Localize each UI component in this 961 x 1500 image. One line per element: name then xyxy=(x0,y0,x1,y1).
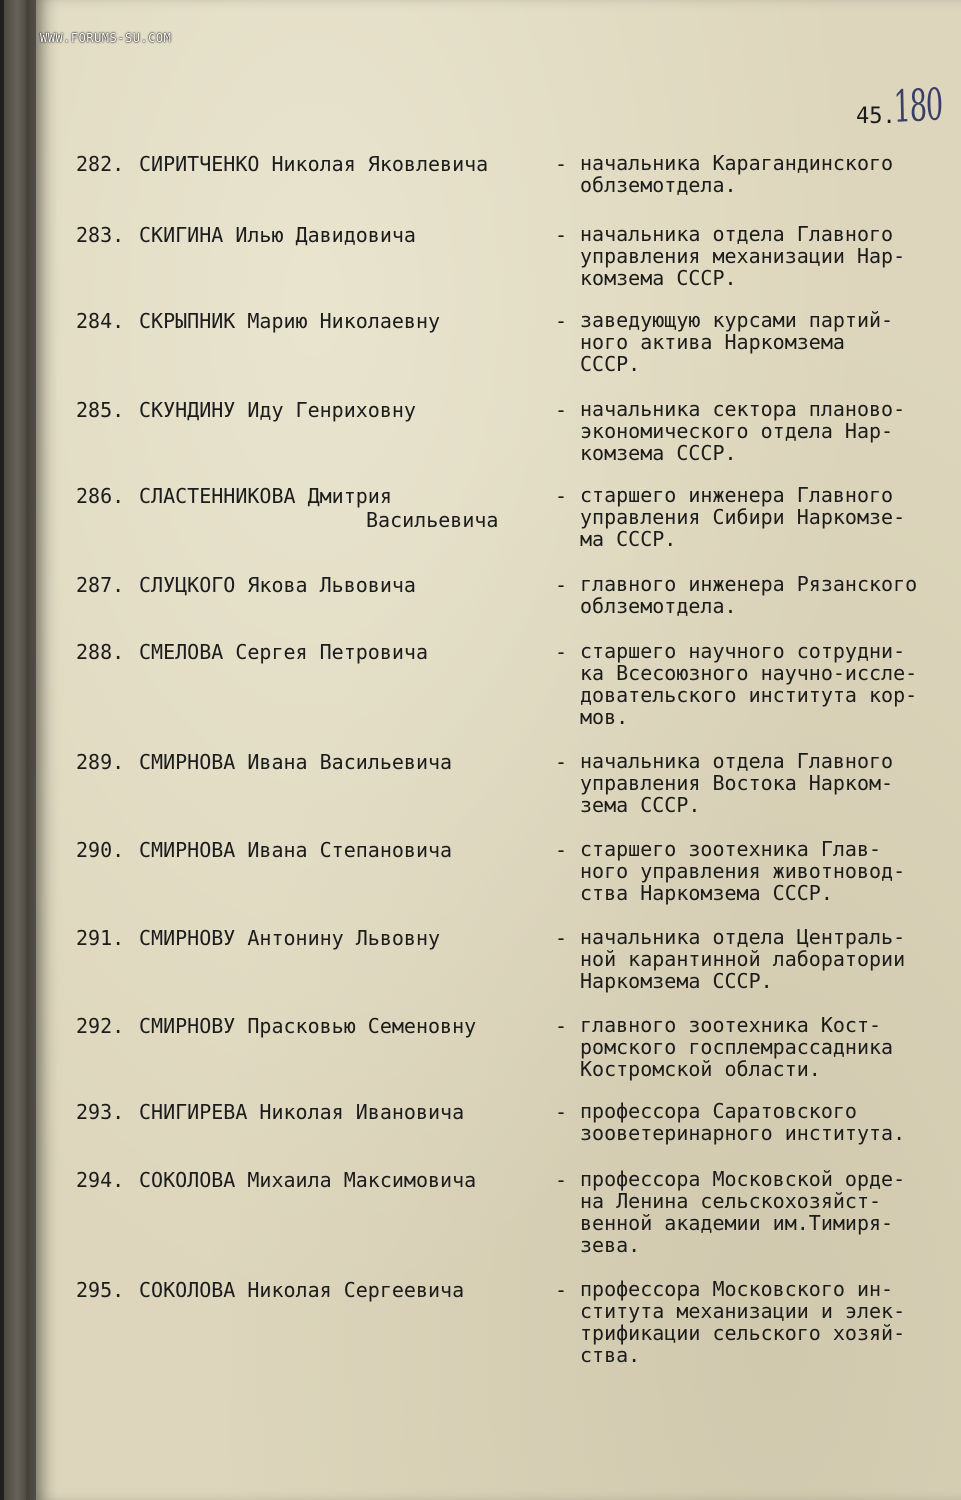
entry-number: 294. xyxy=(76,1168,125,1192)
person-name: СМЕЛОВА Сергея Петровича xyxy=(139,640,428,664)
position-line: управления Сибири Наркомзе- xyxy=(580,505,906,529)
position-line: СССР. xyxy=(580,352,641,376)
position-line: комзема СССР. xyxy=(580,266,737,290)
position-line: начальника отдела Централь- xyxy=(580,925,906,949)
position-description xyxy=(580,926,952,992)
separator-dash: - xyxy=(555,152,568,176)
person-name: СКИГИНА Илью Давидовича xyxy=(139,223,416,247)
position-line: начальника Карагандинского xyxy=(580,151,894,175)
entry-number: 293. xyxy=(76,1100,125,1124)
separator-dash: - xyxy=(555,838,568,862)
position-line: венной академии им.Тимиря- xyxy=(580,1211,894,1235)
separator-dash: - xyxy=(555,398,568,422)
entry-number: 288. xyxy=(76,640,125,664)
separator-dash: - xyxy=(555,640,568,664)
position-line: ма СССР. xyxy=(580,527,677,551)
entry-number: 292. xyxy=(76,1014,125,1038)
handwritten-folio-number: 180 xyxy=(893,79,943,133)
site-watermark: WWW.FORUMS-SU.COM xyxy=(40,31,172,45)
separator-dash: - xyxy=(555,484,568,508)
position-description xyxy=(580,309,952,375)
position-line: заведующую курсами партий- xyxy=(580,308,894,332)
position-line: на Ленина сельскохозяйст- xyxy=(580,1189,882,1213)
separator-dash: - xyxy=(555,309,568,333)
position-line: старшего научного сотрудни- xyxy=(580,639,906,663)
position-description xyxy=(580,640,952,728)
position-line: Костромской области. xyxy=(580,1057,821,1081)
page-number: 45. xyxy=(856,104,896,129)
person-name: СКУНДИНУ Иду Генриховну xyxy=(139,398,416,422)
position-line: мов. xyxy=(580,705,629,729)
position-description xyxy=(580,1100,952,1144)
person-name: СМИРНОВА Ивана Степановича xyxy=(139,838,453,862)
person-name: СМИРНОВУ Прасковью Семеновну xyxy=(139,1014,477,1038)
separator-dash: - xyxy=(555,1100,568,1124)
book-binding xyxy=(0,0,40,1500)
position-line: довательского института кор- xyxy=(580,683,918,707)
position-description xyxy=(580,1278,952,1366)
position-line: управления Востока Нарком- xyxy=(580,771,894,795)
entry-number: 282. xyxy=(76,152,125,176)
separator-dash: - xyxy=(555,1168,568,1192)
position-description xyxy=(580,484,952,550)
position-line: облземотдела. xyxy=(580,594,737,618)
person-name: СМИРНОВУ Антонину Львовну xyxy=(139,926,441,950)
entry-number: 284. xyxy=(76,309,125,333)
position-description xyxy=(580,398,952,464)
position-line: главного инженера Рязанского xyxy=(580,572,918,596)
position-description xyxy=(580,152,952,196)
position-line: экономического отдела Нар- xyxy=(580,419,894,443)
person-name: СКРЫПНИК Марию Николаевну xyxy=(139,309,441,333)
position-line: зооветеринарного института. xyxy=(580,1121,906,1145)
separator-dash: - xyxy=(555,1278,568,1302)
person-name: СИРИТЧЕНКО Николая Яковлевича xyxy=(139,152,489,176)
position-line: ного актива Наркомзема xyxy=(580,330,845,354)
position-line: ства. xyxy=(580,1343,641,1367)
position-line: старшего зоотехника Глав- xyxy=(580,837,882,861)
entry-number: 291. xyxy=(76,926,125,950)
person-name: СОКОЛОВА Михаила Максимовича xyxy=(139,1168,477,1192)
position-line: ного управления животновод- xyxy=(580,859,906,883)
position-description xyxy=(580,838,952,904)
position-description xyxy=(580,573,952,617)
position-line: начальника отдела Главного xyxy=(580,222,894,246)
position-line: старшего инженера Главного xyxy=(580,483,894,507)
position-line: зева. xyxy=(580,1233,641,1257)
page-stack-edge xyxy=(4,0,26,1500)
entry-number: 290. xyxy=(76,838,125,862)
position-line: начальника отдела Главного xyxy=(580,749,894,773)
position-line: управления механизации Нар- xyxy=(580,244,906,268)
person-name: СМИРНОВА Ивана Васильевича xyxy=(139,750,453,774)
separator-dash: - xyxy=(555,750,568,774)
entry-number: 283. xyxy=(76,223,125,247)
position-line: комзема СССР. xyxy=(580,441,737,465)
position-line: ромского госплемрассадника xyxy=(580,1035,894,1059)
person-name: СНИГИРЕВА Николая Ивановича xyxy=(139,1100,465,1124)
entry-number: 295. xyxy=(76,1278,125,1302)
person-name: СЛАСТЕННИКОВА Дмитрия xyxy=(139,484,392,508)
separator-dash: - xyxy=(555,223,568,247)
entry-number: 287. xyxy=(76,573,125,597)
position-line: начальника сектора планово- xyxy=(580,397,906,421)
position-description xyxy=(580,223,952,289)
position-description xyxy=(580,1168,952,1256)
person-name-continuation: Васильевича xyxy=(366,508,499,532)
position-line: ка Всесоюзного научно-иссле- xyxy=(580,661,918,685)
entry-number: 285. xyxy=(76,398,125,422)
separator-dash: - xyxy=(555,573,568,597)
entry-number: 286. xyxy=(76,484,125,508)
separator-dash: - xyxy=(555,1014,568,1038)
position-description xyxy=(580,750,952,816)
position-line: профессора Московского ин- xyxy=(580,1277,894,1301)
position-description xyxy=(580,1014,952,1080)
position-line: облземотдела. xyxy=(580,173,737,197)
position-line: трификации сельского хозяй- xyxy=(580,1321,906,1345)
position-line: профессора Московской орде- xyxy=(580,1167,906,1191)
position-line: ститута механизации и элек- xyxy=(580,1299,906,1323)
separator-dash: - xyxy=(555,926,568,950)
person-name: СЛУЦКОГО Якова Львовича xyxy=(139,573,416,597)
person-name: СОКОЛОВА Николая Сергеевича xyxy=(139,1278,465,1302)
position-line: профессора Саратовского xyxy=(580,1099,857,1123)
entry-number: 289. xyxy=(76,750,125,774)
position-line: ной карантинной лаборатории xyxy=(580,947,906,971)
position-line: ства Наркомзема СССР. xyxy=(580,881,833,905)
position-line: главного зоотехника Кост- xyxy=(580,1013,882,1037)
position-line: зема СССР. xyxy=(580,793,701,817)
position-line: Наркомзема СССР. xyxy=(580,969,773,993)
